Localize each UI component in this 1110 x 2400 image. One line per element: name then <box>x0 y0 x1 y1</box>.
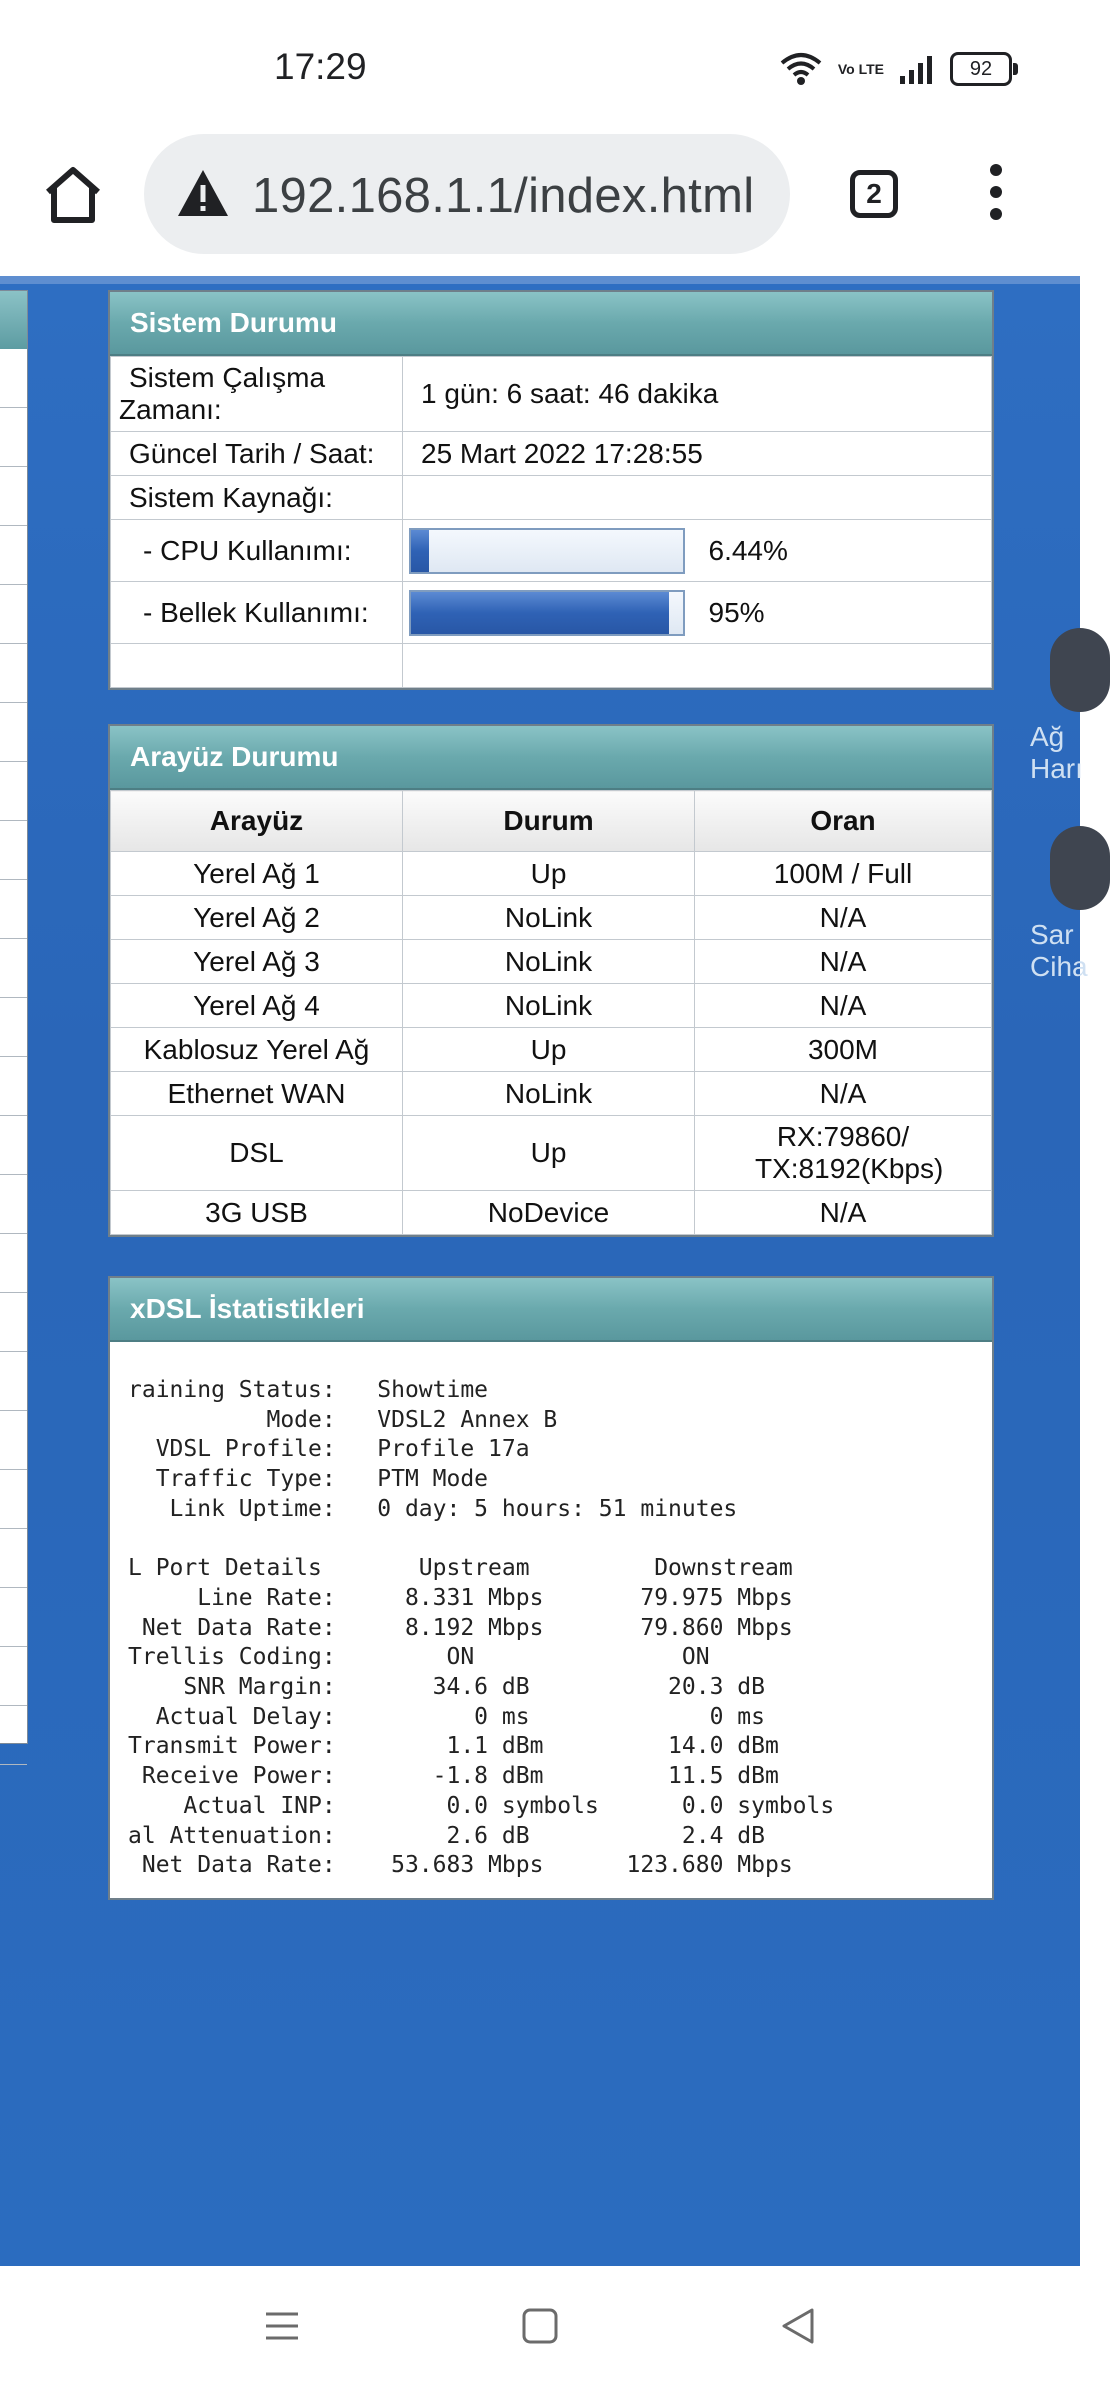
interface-name: 3G USB <box>111 1191 403 1235</box>
table-row <box>111 1028 992 1072</box>
xdsl-stats-text[interactable]: raining Status: Showtime Mode: VDSL2 Annex B VDSL Profile: Profile 17a Traffic Type: PTM Mode Link Uptime: 0 day: 5 hours: 51 minutes L Port Details Upstream Downstream Line Rate: 8.331 Mbps 79.975 Mbps Net Data Rate: 8.192 Mbps 79.860 Mbps Trellis Coding: ON ON SNR Margin: 34.6 dB 20.3 dB Actual Delay: 0 ms 0 ms Transmit Power: 1.1 dBm 14.0 dBm Receive Power: -1.8 dBm 11.5 dBm Actual INP: 0.0 symbols 0.0 symbols al Attenuation: 2.6 dB 2.4 dB Net Data Rate: 53.683 Mbps 123.680 Mbps <box>128 1377 835 1879</box>
interface-table <box>110 790 992 1235</box>
uptime-label: Sistem Çalışma Zamanı: <box>111 357 403 432</box>
browser-toolbar <box>0 126 1080 276</box>
panel-title: Arayüz Durumu <box>110 726 992 790</box>
tab-switcher-button[interactable]: 2 <box>850 170 898 218</box>
interface-state: Up <box>403 852 695 896</box>
interface-rate: N/A <box>695 984 992 1028</box>
interface-rate: 300M <box>695 1028 992 1072</box>
table-row <box>111 940 992 984</box>
home-nav-icon[interactable] <box>520 2306 560 2346</box>
datetime-value: 25 Mart 2022 17:28:55 <box>403 432 992 476</box>
memory-usage-value: 95% <box>695 582 992 644</box>
interface-name: DSL <box>111 1116 403 1191</box>
interface-status-panel <box>108 724 994 1237</box>
interface-name: Yerel Ağ 3 <box>111 940 403 984</box>
status-icons <box>780 52 1012 86</box>
interface-name: Yerel Ağ 4 <box>111 984 403 1028</box>
status-bar <box>0 0 1080 126</box>
address-bar[interactable] <box>144 134 790 254</box>
router-page <box>0 276 1088 2266</box>
system-status-table <box>110 356 992 688</box>
table-row <box>111 1072 992 1116</box>
overflow-menu-icon[interactable] <box>984 164 1008 228</box>
table-row <box>111 984 992 1028</box>
back-icon[interactable] <box>778 2306 818 2346</box>
signal-icon <box>900 54 934 84</box>
system-nav-bar <box>0 2266 1080 2400</box>
xdsl-stats-panel <box>108 1276 994 1900</box>
interface-rate: N/A <box>695 896 992 940</box>
interface-name: Kablosuz Yerel Ağ <box>111 1028 403 1072</box>
column-header-state: Durum <box>403 791 695 852</box>
interface-state: NoLink <box>403 984 695 1028</box>
interface-state: Up <box>403 1028 695 1072</box>
left-menu-edge <box>0 290 28 1744</box>
side-shortcut-label-1[interactable]: Ağ Harı <box>1030 721 1083 784</box>
url-text[interactable]: 192.168.1.1/index.html <box>252 169 755 223</box>
table-row <box>111 1116 992 1191</box>
column-header-rate: Oran <box>695 791 992 852</box>
cpu-usage-value: 6.44% <box>695 520 992 582</box>
recent-apps-icon[interactable] <box>262 2306 302 2346</box>
volte-indicator: Vo LTE <box>837 61 884 77</box>
uptime-value: 1 gün: 6 saat: 46 dakika <box>403 357 992 432</box>
warning-icon[interactable] <box>176 168 230 218</box>
table-row <box>111 1191 992 1235</box>
interface-state: NoLink <box>403 896 695 940</box>
panel-title: Sistem Durumu <box>110 292 992 356</box>
resource-label: Sistem Kaynağı: <box>111 476 403 520</box>
interface-rate: N/A <box>695 940 992 984</box>
status-clock: 17:29 <box>274 46 367 87</box>
side-shortcut-label-2[interactable]: Sar Ciha <box>1030 919 1088 982</box>
interface-state: NoLink <box>403 940 695 984</box>
interface-name: Ethernet WAN <box>111 1072 403 1116</box>
side-shortcut-icon-1[interactable] <box>1050 628 1110 712</box>
system-status-panel <box>108 290 994 690</box>
memory-usage-label: - Bellek Kullanımı: <box>111 582 403 644</box>
interface-rate: N/A <box>695 1191 992 1235</box>
cpu-usage-label: - CPU Kullanımı: <box>111 520 403 582</box>
interface-name: Yerel Ağ 1 <box>111 852 403 896</box>
battery-icon: 92 <box>950 52 1012 86</box>
table-row <box>111 852 992 896</box>
cpu-usage-bar <box>409 528 685 574</box>
interface-rate: 100M / Full <box>695 852 992 896</box>
home-icon[interactable] <box>40 162 106 228</box>
memory-usage-bar <box>409 590 685 636</box>
table-row <box>111 896 992 940</box>
wifi-icon <box>780 52 822 86</box>
column-header-interface: Arayüz <box>111 791 403 852</box>
interface-state: Up <box>403 1116 695 1191</box>
interface-rate: N/A <box>695 1072 992 1116</box>
interface-state: NoDevice <box>403 1191 695 1235</box>
interface-rate: RX:79860/ TX:8192(Kbps) <box>695 1116 992 1191</box>
panel-title: xDSL İstatistikleri <box>110 1278 992 1342</box>
interface-state: NoLink <box>403 1072 695 1116</box>
side-shortcut-icon-2[interactable] <box>1050 826 1110 910</box>
datetime-label: Güncel Tarih / Saat: <box>111 432 403 476</box>
interface-name: Yerel Ağ 2 <box>111 896 403 940</box>
